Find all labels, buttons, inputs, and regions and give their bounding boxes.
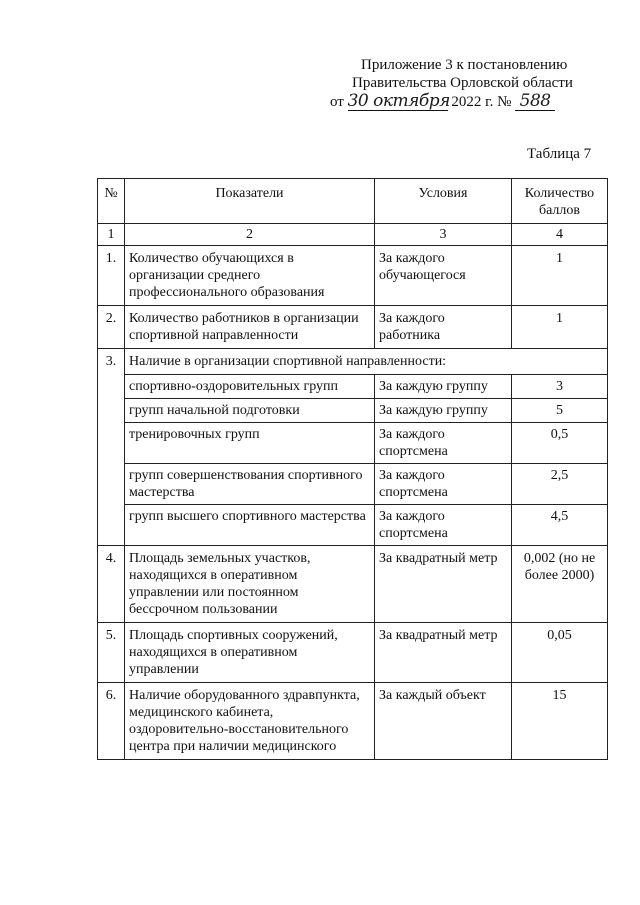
header-cell-conditions: Условия [375,179,512,224]
header-line-appendix: Приложение 3 к постановлению [361,57,568,73]
subrow-points: 0,5 [512,423,608,464]
row-number: 5. [98,623,125,683]
blank-cell [98,375,125,399]
header-cell-indicators: Показатели [125,179,375,224]
row-condition: За каждого работника [375,306,512,349]
subrow-points: 3 [512,375,608,399]
blank-cell [98,423,125,464]
year-text: 2022 г. № [451,94,512,110]
table-subrow [98,423,608,464]
row-indicator: Количество работников в организации спортивной направленности [125,306,375,349]
header-cell-points: Количество баллов [512,179,608,224]
handwritten-date: 30 октября [347,91,450,111]
document-header [330,56,620,111]
row-number: 3. [98,349,125,375]
subrow-condition: За каждого спортсмена [375,423,512,464]
row-indicator: Наличие оборудованного здравпункта, медицинского кабинета, оздоровительно-восстановительного центра при наличии медицинского [125,683,375,760]
index-cell: 3 [375,224,512,246]
subrow-indicator: спортивно-оздоровительных групп [125,375,375,399]
subrow-condition: За каждого спортсмена [375,464,512,505]
subrow-indicator: тренировочных групп [125,423,375,464]
table-row [98,306,608,349]
table-subrow [98,505,608,546]
index-cell: 1 [98,224,125,246]
table-row [98,546,608,623]
index-cell: 4 [512,224,608,246]
group-title: Наличие в организации спортивной направленности: [125,349,608,375]
table-row [98,683,608,760]
row-condition: За квадратный метр [375,623,512,683]
row-indicator: Количество обучающихся в организации среднего профессионального образования [125,246,375,306]
table-subrow [98,399,608,423]
blank-cell [98,464,125,505]
table-header-row [98,179,608,224]
table-subrow [98,375,608,399]
subrow-indicator: групп совершенствования спортивного мастерства [125,464,375,505]
row-points: 1 [512,246,608,306]
subrow-condition: За каждую группу [375,375,512,399]
row-number: 4. [98,546,125,623]
subrow-condition: За каждую группу [375,399,512,423]
table-index-row [98,224,608,246]
subrow-condition: За каждого спортсмена [375,505,512,546]
table-subrow [98,464,608,505]
row-number: 6. [98,683,125,760]
table-row [98,623,608,683]
row-points: 0,05 [512,623,608,683]
date-prefix: от [330,94,344,110]
row-condition: За каждого обучающегося [375,246,512,306]
row-condition: За квадратный метр [375,546,512,623]
subrow-indicator: групп высшего спортивного мастерства [125,505,375,546]
row-indicator: Площадь земельных участков, находящихся в оперативном управлении или постоянном бессрочном пользовании [125,546,375,623]
row-indicator: Площадь спортивных сооружений, находящихся в оперативном управлении [125,623,375,683]
subrow-points: 5 [512,399,608,423]
row-condition: За каждый объект [375,683,512,760]
subrow-points: 4,5 [512,505,608,546]
blank-cell [98,505,125,546]
header-line-date [330,92,620,111]
subrow-points: 2,5 [512,464,608,505]
row-number: 1. [98,246,125,306]
points-table [97,178,608,760]
row-points: 0,002 (но не более 2000) [512,546,608,623]
table-caption: Таблица 7 [527,146,592,162]
table-row [98,246,608,306]
row-points: 1 [512,306,608,349]
row-number: 2. [98,306,125,349]
handwritten-number: 588 [515,92,555,111]
row-points: 15 [512,683,608,760]
subrow-indicator: групп начальной подготовки [125,399,375,423]
header-line-government: Правительства Орловской области [352,75,573,91]
header-cell-number: № [98,179,125,224]
table-row-group-title [98,349,608,375]
index-cell: 2 [125,224,375,246]
blank-cell [98,399,125,423]
